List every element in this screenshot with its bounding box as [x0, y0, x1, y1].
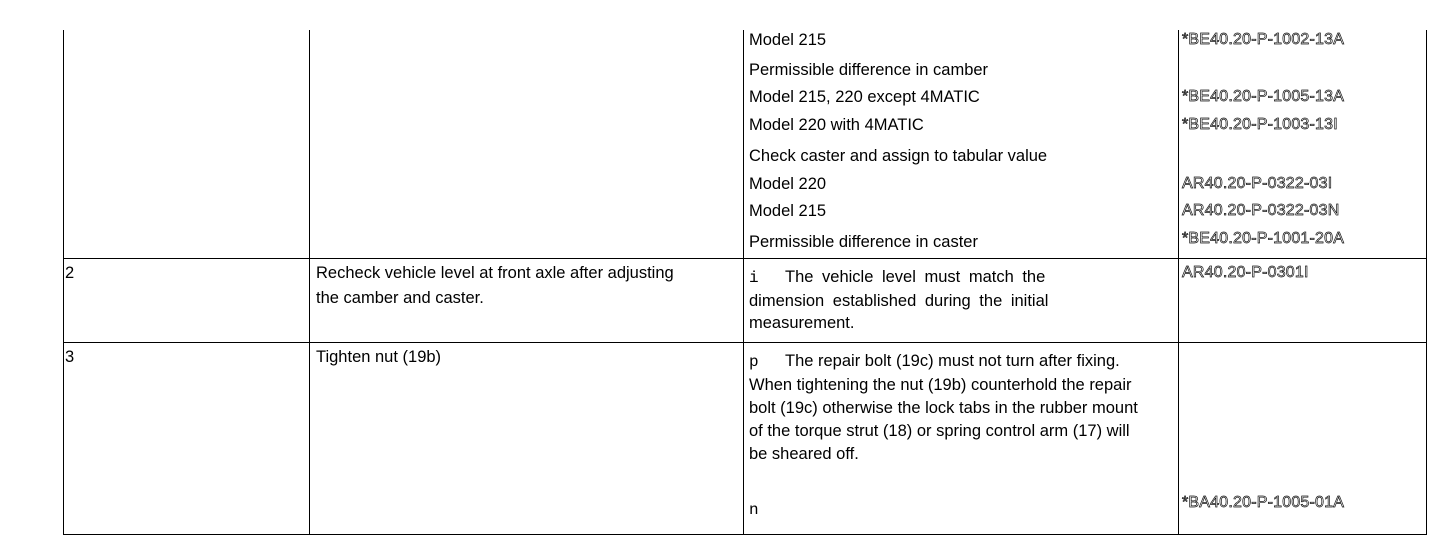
table-border-left — [63, 30, 64, 535]
caution-icon: p — [749, 353, 759, 371]
spec-line-model-220-4matic: Model 220 with 4MATIC — [749, 116, 924, 134]
tool-icon: n — [749, 501, 759, 519]
reference-link[interactable]: *BE40.20-P-1005-13A — [1182, 88, 1345, 105]
column-divider-notes — [743, 30, 744, 535]
reference-link[interactable]: *BE40.20-P-1003-13I — [1182, 116, 1338, 133]
reference-link[interactable]: AR40.20-P-0322-03N — [1182, 202, 1340, 219]
step-2-description: Recheck vehicle level at front axle after adjusting the camber and caster. — [316, 264, 674, 307]
step-3-note-text: The repair bolt (19c) must not turn after fixing. When tightening the nut (19b) counterhold the repair bolt (19c) otherwise the lock tabs in the rubber mount of the torque strut (18) or spring control arm (17) will be sheared off. — [749, 352, 1138, 463]
step-number-3: 3 — [65, 348, 75, 366]
reference-link[interactable]: *BA40.20-P-1005-01A — [1182, 494, 1345, 511]
step-2-note — [749, 266, 1129, 335]
spec-line-model-215-caster: Model 215 — [749, 202, 827, 220]
reference-link[interactable]: *BE40.20-P-1001-20A — [1182, 230, 1345, 247]
spec-line-caster-difference: Permissible difference in caster — [749, 233, 978, 251]
step-3-description: Tighten nut (19b) — [316, 348, 442, 366]
step-number-2: 2 — [65, 264, 75, 282]
reference-link[interactable]: *BE40.20-P-1002-13A — [1182, 31, 1345, 48]
step-3-note — [749, 350, 1151, 466]
reference-link[interactable]: AR40.20-P-0322-03I — [1182, 175, 1333, 192]
step-2-note-text: The vehicle level must match the dimension established during the initial measurement. — [749, 268, 1049, 332]
spec-line-model-215-220: Model 215, 220 except 4MATIC — [749, 88, 980, 106]
spec-line-camber-difference: Permissible difference in camber — [749, 61, 989, 79]
spec-line-model-215: Model 215 — [749, 31, 827, 49]
info-icon: i — [749, 269, 759, 287]
row-divider-step-3 — [63, 342, 1427, 343]
table-border-right — [1426, 30, 1427, 535]
table-border-bottom — [63, 534, 1427, 535]
spec-line-check-caster: Check caster and assign to tabular value — [749, 147, 1048, 165]
column-divider-step-description — [309, 30, 310, 535]
row-divider-step-2 — [63, 258, 1427, 259]
column-divider-reference — [1178, 30, 1179, 535]
spec-line-model-220: Model 220 — [749, 175, 827, 193]
reference-link[interactable]: AR40.20-P-0301I — [1182, 264, 1309, 281]
